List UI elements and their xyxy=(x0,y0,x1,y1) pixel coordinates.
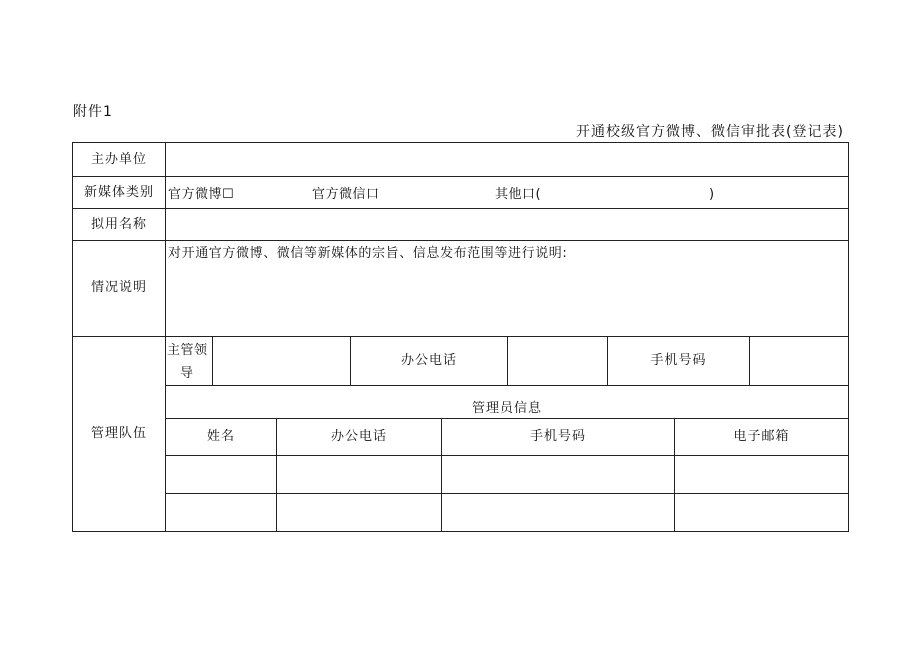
admin-row-1-email[interactable] xyxy=(675,456,848,493)
leader-label-line1: 主管领 xyxy=(167,343,208,358)
admin-row-1-name[interactable] xyxy=(166,456,276,493)
admin-row-2-name[interactable] xyxy=(166,494,276,531)
attachment-label: 附件1 xyxy=(73,104,113,120)
admin-section-title: 管理员信息 xyxy=(471,401,542,416)
media-option-other-close: ) xyxy=(709,187,716,202)
situation-prompt: 对开通官方微博、微信等新媒体的宗旨、信息发布范围等进行说明: xyxy=(168,246,568,261)
admin-row-2-office-phone[interactable] xyxy=(277,494,441,531)
leader-name-input[interactable] xyxy=(213,337,350,385)
leader-label-line2: 导 xyxy=(180,366,195,381)
admin-col-email: 电子邮箱 xyxy=(733,429,790,444)
organizer-input[interactable] xyxy=(166,143,848,176)
leader-office-phone-label: 办公电话 xyxy=(400,353,457,368)
media-option-weibo[interactable]: 官方微博☐ xyxy=(168,187,235,202)
admin-col-name: 姓名 xyxy=(206,429,235,444)
leader-office-phone-input[interactable] xyxy=(508,337,607,385)
admin-col-mobile: 手机号码 xyxy=(529,429,586,444)
admin-row-1-office-phone[interactable] xyxy=(277,456,441,493)
organizer-label: 主办单位 xyxy=(90,152,147,167)
admin-col-office-phone: 办公电话 xyxy=(330,429,387,444)
admin-row-2-email[interactable] xyxy=(675,494,848,531)
media-option-other[interactable]: 其他口( xyxy=(495,187,542,202)
leader-mobile-label: 手机号码 xyxy=(650,353,707,368)
situation-label: 情况说明 xyxy=(90,280,147,295)
admin-row-1-mobile[interactable] xyxy=(442,456,674,493)
admin-row-2-mobile[interactable] xyxy=(442,494,674,531)
media-option-wechat[interactable]: 官方微信口 xyxy=(312,187,380,202)
proposed-name-label: 拟用名称 xyxy=(90,217,147,232)
form-title: 开通校级官方微博、微信审批表(登记表) xyxy=(576,124,844,140)
leader-mobile-input[interactable] xyxy=(750,337,848,385)
situation-textarea[interactable] xyxy=(166,266,848,336)
proposed-name-input[interactable] xyxy=(166,209,848,240)
team-label: 管理队伍 xyxy=(90,426,147,441)
media-type-label: 新媒体类别 xyxy=(83,185,154,200)
